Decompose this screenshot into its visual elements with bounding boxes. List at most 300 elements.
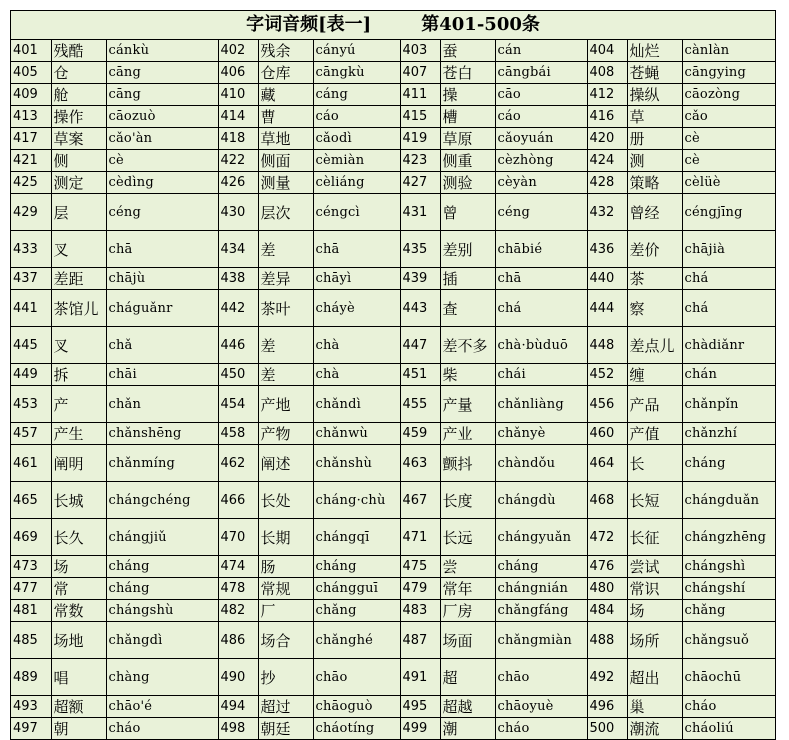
entry-number: 451 — [400, 364, 440, 386]
entry-pinyin: chángjiǔ — [106, 519, 218, 556]
entry-number: 497 — [11, 718, 51, 740]
table-row — [11, 290, 775, 327]
entry-pinyin: chán — [682, 364, 775, 386]
entry-number: 405 — [11, 62, 51, 84]
entry-number: 420 — [587, 128, 627, 150]
entry-pinyin: cāng — [106, 84, 218, 106]
entry-number: 408 — [587, 62, 627, 84]
entry-number: 482 — [218, 600, 258, 622]
entry-pinyin: chǎngdì — [106, 622, 218, 659]
entry-number: 419 — [400, 128, 440, 150]
table-row — [11, 556, 775, 578]
entry-number: 427 — [400, 172, 440, 194]
entry-pinyin: cán — [495, 40, 587, 62]
entry-pinyin: chāo — [313, 659, 400, 696]
entry-pinyin: cháng — [106, 556, 218, 578]
entry-number: 417 — [11, 128, 51, 150]
entry-number: 425 — [11, 172, 51, 194]
entry-word: 层 — [51, 194, 106, 231]
entry-word: 操作 — [51, 106, 106, 128]
entry-pinyin: chángdù — [495, 482, 587, 519]
entry-pinyin: cháng — [313, 556, 400, 578]
entry-pinyin: chǎnzhí — [682, 423, 775, 445]
entry-pinyin: chǎngmiàn — [495, 622, 587, 659]
entry-number: 404 — [587, 40, 627, 62]
entry-word: 测量 — [258, 172, 313, 194]
entry-word: 茶 — [627, 268, 682, 290]
entry-word: 长处 — [258, 482, 313, 519]
table-title: 字词音频[表一] 第401-500条 — [11, 11, 775, 40]
entry-number: 443 — [400, 290, 440, 327]
entry-pinyin: chǎnghé — [313, 622, 400, 659]
table-row — [11, 194, 775, 231]
entry-word: 厂 — [258, 600, 313, 622]
entry-pinyin: cáng — [313, 84, 400, 106]
entry-word: 场所 — [627, 622, 682, 659]
entry-word: 差距 — [51, 268, 106, 290]
entry-word: 槽 — [440, 106, 495, 128]
entry-word: 潮 — [440, 718, 495, 740]
entry-number: 435 — [400, 231, 440, 268]
entry-number: 440 — [587, 268, 627, 290]
entry-word: 场地 — [51, 622, 106, 659]
table-row — [11, 423, 775, 445]
entry-word: 超额 — [51, 696, 106, 718]
entry-word: 差价 — [627, 231, 682, 268]
entry-number: 490 — [218, 659, 258, 696]
entry-number: 446 — [218, 327, 258, 364]
entry-number: 459 — [400, 423, 440, 445]
entry-number: 437 — [11, 268, 51, 290]
entry-pinyin: chāo'é — [106, 696, 218, 718]
entry-number: 434 — [218, 231, 258, 268]
entry-pinyin: cèmiàn — [313, 150, 400, 172]
entry-pinyin: cāng — [106, 62, 218, 84]
entry-pinyin: cháo — [682, 696, 775, 718]
entry-pinyin: cāozuò — [106, 106, 218, 128]
entry-pinyin: cèliáng — [313, 172, 400, 194]
entry-pinyin: chàndǒu — [495, 445, 587, 482]
entry-number: 426 — [218, 172, 258, 194]
table-row — [11, 445, 775, 482]
entry-number: 465 — [11, 482, 51, 519]
entry-pinyin: cè — [682, 150, 775, 172]
entry-number: 484 — [587, 600, 627, 622]
entry-pinyin: cháyè — [313, 290, 400, 327]
entry-pinyin: cáo — [495, 106, 587, 128]
entry-number: 469 — [11, 519, 51, 556]
entry-word: 肠 — [258, 556, 313, 578]
table-row — [11, 128, 775, 150]
entry-number: 407 — [400, 62, 440, 84]
entry-pinyin: cháo — [106, 718, 218, 740]
entry-number: 463 — [400, 445, 440, 482]
entry-number: 436 — [587, 231, 627, 268]
entry-number: 439 — [400, 268, 440, 290]
entry-number: 403 — [400, 40, 440, 62]
entry-number: 454 — [218, 386, 258, 423]
entry-pinyin: chá — [682, 290, 775, 327]
entry-word: 曹 — [258, 106, 313, 128]
entry-word: 场 — [51, 556, 106, 578]
entry-word: 苍白 — [440, 62, 495, 84]
table-row — [11, 519, 775, 556]
entry-pinyin: chà·bùduō — [495, 327, 587, 364]
entry-pinyin: chángguī — [313, 578, 400, 600]
entry-word: 场合 — [258, 622, 313, 659]
entry-pinyin: chá — [682, 268, 775, 290]
entry-number: 424 — [587, 150, 627, 172]
entry-word: 产量 — [440, 386, 495, 423]
entry-number: 480 — [587, 578, 627, 600]
entry-number: 491 — [400, 659, 440, 696]
entry-number: 485 — [11, 622, 51, 659]
entry-pinyin: chābié — [495, 231, 587, 268]
table-row — [11, 231, 775, 268]
entry-number: 423 — [400, 150, 440, 172]
entry-number: 431 — [400, 194, 440, 231]
entry-pinyin: chǎng — [313, 600, 400, 622]
entry-word: 差点儿 — [627, 327, 682, 364]
entry-number: 478 — [218, 578, 258, 600]
entry-word: 阐述 — [258, 445, 313, 482]
entry-word: 产物 — [258, 423, 313, 445]
entry-word: 灿烂 — [627, 40, 682, 62]
entry-number: 495 — [400, 696, 440, 718]
table-row — [11, 578, 775, 600]
entry-number: 422 — [218, 150, 258, 172]
entry-pinyin: cáo — [313, 106, 400, 128]
entry-word: 产 — [51, 386, 106, 423]
entry-pinyin: chá — [495, 290, 587, 327]
entry-number: 466 — [218, 482, 258, 519]
entry-pinyin: chà — [313, 327, 400, 364]
entry-word: 场 — [627, 600, 682, 622]
entry-number: 447 — [400, 327, 440, 364]
entry-word: 草案 — [51, 128, 106, 150]
entry-pinyin: cèyàn — [495, 172, 587, 194]
entry-word: 苍蝇 — [627, 62, 682, 84]
table-row — [11, 40, 775, 62]
entry-number: 409 — [11, 84, 51, 106]
entry-pinyin: céngjīng — [682, 194, 775, 231]
entry-pinyin: chāo — [495, 659, 587, 696]
entry-pinyin: chǎn — [106, 386, 218, 423]
entry-pinyin: cháguǎnr — [106, 290, 218, 327]
entry-number: 406 — [218, 62, 258, 84]
table-row — [11, 696, 775, 718]
entry-word: 场面 — [440, 622, 495, 659]
entry-number: 428 — [587, 172, 627, 194]
entry-number: 481 — [11, 600, 51, 622]
entry-word: 侧 — [51, 150, 106, 172]
entry-pinyin: chā — [313, 231, 400, 268]
entry-number: 489 — [11, 659, 51, 696]
table-row — [11, 364, 775, 386]
entry-word: 差不多 — [440, 327, 495, 364]
entry-word: 仓库 — [258, 62, 313, 84]
entry-number: 473 — [11, 556, 51, 578]
entry-number: 494 — [218, 696, 258, 718]
entry-pinyin: chǎndì — [313, 386, 400, 423]
entry-number: 468 — [587, 482, 627, 519]
entry-pinyin: cǎo'àn — [106, 128, 218, 150]
entry-pinyin: chǎngfáng — [495, 600, 587, 622]
entry-pinyin: céng — [106, 194, 218, 231]
entry-word: 拆 — [51, 364, 106, 386]
entry-number: 460 — [587, 423, 627, 445]
entry-number: 414 — [218, 106, 258, 128]
entry-pinyin: chángnián — [495, 578, 587, 600]
entry-number: 430 — [218, 194, 258, 231]
entry-number: 487 — [400, 622, 440, 659]
entry-word: 层次 — [258, 194, 313, 231]
word-table — [11, 40, 775, 739]
entry-number: 467 — [400, 482, 440, 519]
entry-word: 叉 — [51, 231, 106, 268]
entry-word: 常数 — [51, 600, 106, 622]
entry-word: 察 — [627, 290, 682, 327]
entry-pinyin: céng — [495, 194, 587, 231]
entry-word: 产值 — [627, 423, 682, 445]
entry-pinyin: chángshí — [682, 578, 775, 600]
table-row — [11, 106, 775, 128]
entry-number: 418 — [218, 128, 258, 150]
entry-word: 厂房 — [440, 600, 495, 622]
entry-word: 常年 — [440, 578, 495, 600]
entry-number: 475 — [400, 556, 440, 578]
entry-word: 曾 — [440, 194, 495, 231]
entry-number: 438 — [218, 268, 258, 290]
entry-pinyin: cánkù — [106, 40, 218, 62]
entry-word: 产地 — [258, 386, 313, 423]
entry-pinyin: cè — [106, 150, 218, 172]
table-row — [11, 659, 775, 696]
entry-number: 456 — [587, 386, 627, 423]
entry-pinyin: cāngkù — [313, 62, 400, 84]
entry-pinyin: cāngying — [682, 62, 775, 84]
entry-pinyin: chājià — [682, 231, 775, 268]
entry-pinyin: chǎngsuǒ — [682, 622, 775, 659]
entry-number: 453 — [11, 386, 51, 423]
entry-pinyin: chǎnpǐn — [682, 386, 775, 423]
entry-pinyin: chǎng — [682, 600, 775, 622]
entry-word: 插 — [440, 268, 495, 290]
entry-word: 长短 — [627, 482, 682, 519]
entry-pinyin: chāochū — [682, 659, 775, 696]
entry-pinyin: chángshì — [682, 556, 775, 578]
entry-number: 457 — [11, 423, 51, 445]
entry-number: 479 — [400, 578, 440, 600]
word-table-sheet — [10, 10, 776, 740]
entry-number: 413 — [11, 106, 51, 128]
entry-number: 444 — [587, 290, 627, 327]
entry-pinyin: cèdìng — [106, 172, 218, 194]
entry-number: 429 — [11, 194, 51, 231]
entry-word: 差 — [258, 231, 313, 268]
entry-pinyin: chǎnshēng — [106, 423, 218, 445]
entry-pinyin: cháoliú — [684, 721, 734, 736]
entry-pinyin: cháo — [495, 718, 587, 740]
entry-pinyin: cāo — [495, 84, 587, 106]
entry-pinyin: cháng·chù — [313, 482, 400, 519]
table-row — [11, 386, 775, 423]
entry-word: 常规 — [258, 578, 313, 600]
entry-number: 441 — [11, 290, 51, 327]
entry-number: 500 — [587, 718, 627, 740]
entry-pinyin: cāozòng — [682, 84, 775, 106]
entry-pinyin: céngcì — [313, 194, 400, 231]
entry-pinyin: cè — [682, 128, 775, 150]
entry-number: 488 — [587, 622, 627, 659]
entry-number: 445 — [11, 327, 51, 364]
entry-number: 415 — [400, 106, 440, 128]
entry-word: 册 — [627, 128, 682, 150]
entry-word: 潮流 — [627, 718, 682, 740]
entry-pinyin: chǎnliàng — [495, 386, 587, 423]
entry-number: 455 — [400, 386, 440, 423]
table-row — [11, 84, 775, 106]
entry-pinyin: chángzhēng — [682, 519, 775, 556]
entry-number: 486 — [218, 622, 258, 659]
entry-word: 残余 — [258, 40, 313, 62]
entry-number: 493 — [11, 696, 51, 718]
entry-number: 433 — [11, 231, 51, 268]
entry-pinyin: chángqī — [313, 519, 400, 556]
table-row — [11, 600, 775, 622]
entry-word: 产品 — [627, 386, 682, 423]
entry-word: 产生 — [51, 423, 106, 445]
table-row — [11, 268, 775, 290]
entry-pinyin: chājù — [106, 268, 218, 290]
entry-word: 曾经 — [627, 194, 682, 231]
entry-word: 测验 — [440, 172, 495, 194]
entry-pinyin: cháng — [682, 445, 775, 482]
entry-word: 长 — [627, 445, 682, 482]
entry-word: 尝 — [440, 556, 495, 578]
entry-pinyin: cèlüè — [682, 172, 775, 194]
entry-pinyin: chā — [495, 268, 587, 290]
entry-number: 421 — [11, 150, 51, 172]
entry-word: 超出 — [627, 659, 682, 696]
entry-pinyin: chāoguò — [313, 696, 400, 718]
entry-pinyin: chàng — [106, 659, 218, 696]
entry-pinyin: chàdiǎnr — [682, 327, 775, 364]
entry-number: 471 — [400, 519, 440, 556]
table-row — [11, 718, 775, 740]
entry-word: 草地 — [258, 128, 313, 150]
entry-word: 朝廷 — [258, 718, 313, 740]
entry-word: 朝 — [51, 718, 106, 740]
entry-number: 492 — [587, 659, 627, 696]
entry-word: 阐明 — [51, 445, 106, 482]
entry-pinyin: chāi — [106, 364, 218, 386]
entry-pinyin: chángchéng — [106, 482, 218, 519]
entry-number: 499 — [400, 718, 440, 740]
entry-word: 超 — [440, 659, 495, 696]
entry-word: 藏 — [258, 84, 313, 106]
entry-word: 测 — [627, 150, 682, 172]
entry-number: 496 — [587, 696, 627, 718]
entry-word: 差 — [258, 327, 313, 364]
entry-word: 草原 — [440, 128, 495, 150]
entry-word: 抄 — [258, 659, 313, 696]
entry-word: 巢 — [627, 696, 682, 718]
table-body — [11, 40, 775, 739]
entry-word: 舱 — [51, 84, 106, 106]
entry-pinyin: cànlàn — [682, 40, 775, 62]
entry-number: 410 — [218, 84, 258, 106]
entry-number: 474 — [218, 556, 258, 578]
table-row — [11, 150, 775, 172]
entry-word: 长城 — [51, 482, 106, 519]
entry-number: 442 — [218, 290, 258, 327]
entry-word: 长远 — [440, 519, 495, 556]
entry-number: 411 — [400, 84, 440, 106]
entry-word: 常 — [51, 578, 106, 600]
entry-word: 常识 — [627, 578, 682, 600]
entry-word: 操纵 — [627, 84, 682, 106]
entry-word: 缠 — [627, 364, 682, 386]
entry-pinyin: chángyuǎn — [495, 519, 587, 556]
entry-pinyin: cèzhòng — [495, 150, 587, 172]
entry-word: 长度 — [440, 482, 495, 519]
entry-word: 柴 — [440, 364, 495, 386]
entry-word: 差 — [258, 364, 313, 386]
entry-pinyin: chā — [106, 231, 218, 268]
entry-pinyin: cháotíng — [313, 718, 400, 740]
entry-pinyin: cǎoyuán — [495, 128, 587, 150]
entry-word: 叉 — [51, 327, 106, 364]
entry-word: 超过 — [258, 696, 313, 718]
entry-word: 侧面 — [258, 150, 313, 172]
entry-pinyin: cǎodì — [313, 128, 400, 150]
entry-word: 长征 — [627, 519, 682, 556]
table-row — [11, 622, 775, 659]
entry-number: 401 — [11, 40, 51, 62]
entry-pinyin: chǎnshù — [313, 445, 400, 482]
table-row — [11, 62, 775, 84]
entry-pinyin: chāyì — [313, 268, 400, 290]
table-row — [11, 327, 775, 364]
entry-word: 长久 — [51, 519, 106, 556]
entry-pinyin: chǎnyè — [495, 423, 587, 445]
entry-pinyin: chángshù — [106, 600, 218, 622]
entry-word: 茶叶 — [258, 290, 313, 327]
entry-word: 蚕 — [440, 40, 495, 62]
entry-number: 412 — [587, 84, 627, 106]
entry-pinyin: chāoyuè — [495, 696, 587, 718]
entry-number: 432 — [587, 194, 627, 231]
entry-number: 416 — [587, 106, 627, 128]
entry-number: 449 — [11, 364, 51, 386]
entry-number: 464 — [587, 445, 627, 482]
entry-word: 草 — [627, 106, 682, 128]
table-row — [11, 482, 775, 519]
entry-number: 498 — [218, 718, 258, 740]
entry-pinyin: chángduǎn — [682, 482, 775, 519]
entry-word: 策略 — [627, 172, 682, 194]
table-row — [11, 172, 775, 194]
entry-word: 残酷 — [51, 40, 106, 62]
entry-pinyin: chǎ — [106, 327, 218, 364]
entry-word: 超越 — [440, 696, 495, 718]
entry-number: 476 — [587, 556, 627, 578]
entry-word: 仓 — [51, 62, 106, 84]
entry-pinyin: chǎnmíng — [106, 445, 218, 482]
entry-number: 450 — [218, 364, 258, 386]
entry-number: 461 — [11, 445, 51, 482]
